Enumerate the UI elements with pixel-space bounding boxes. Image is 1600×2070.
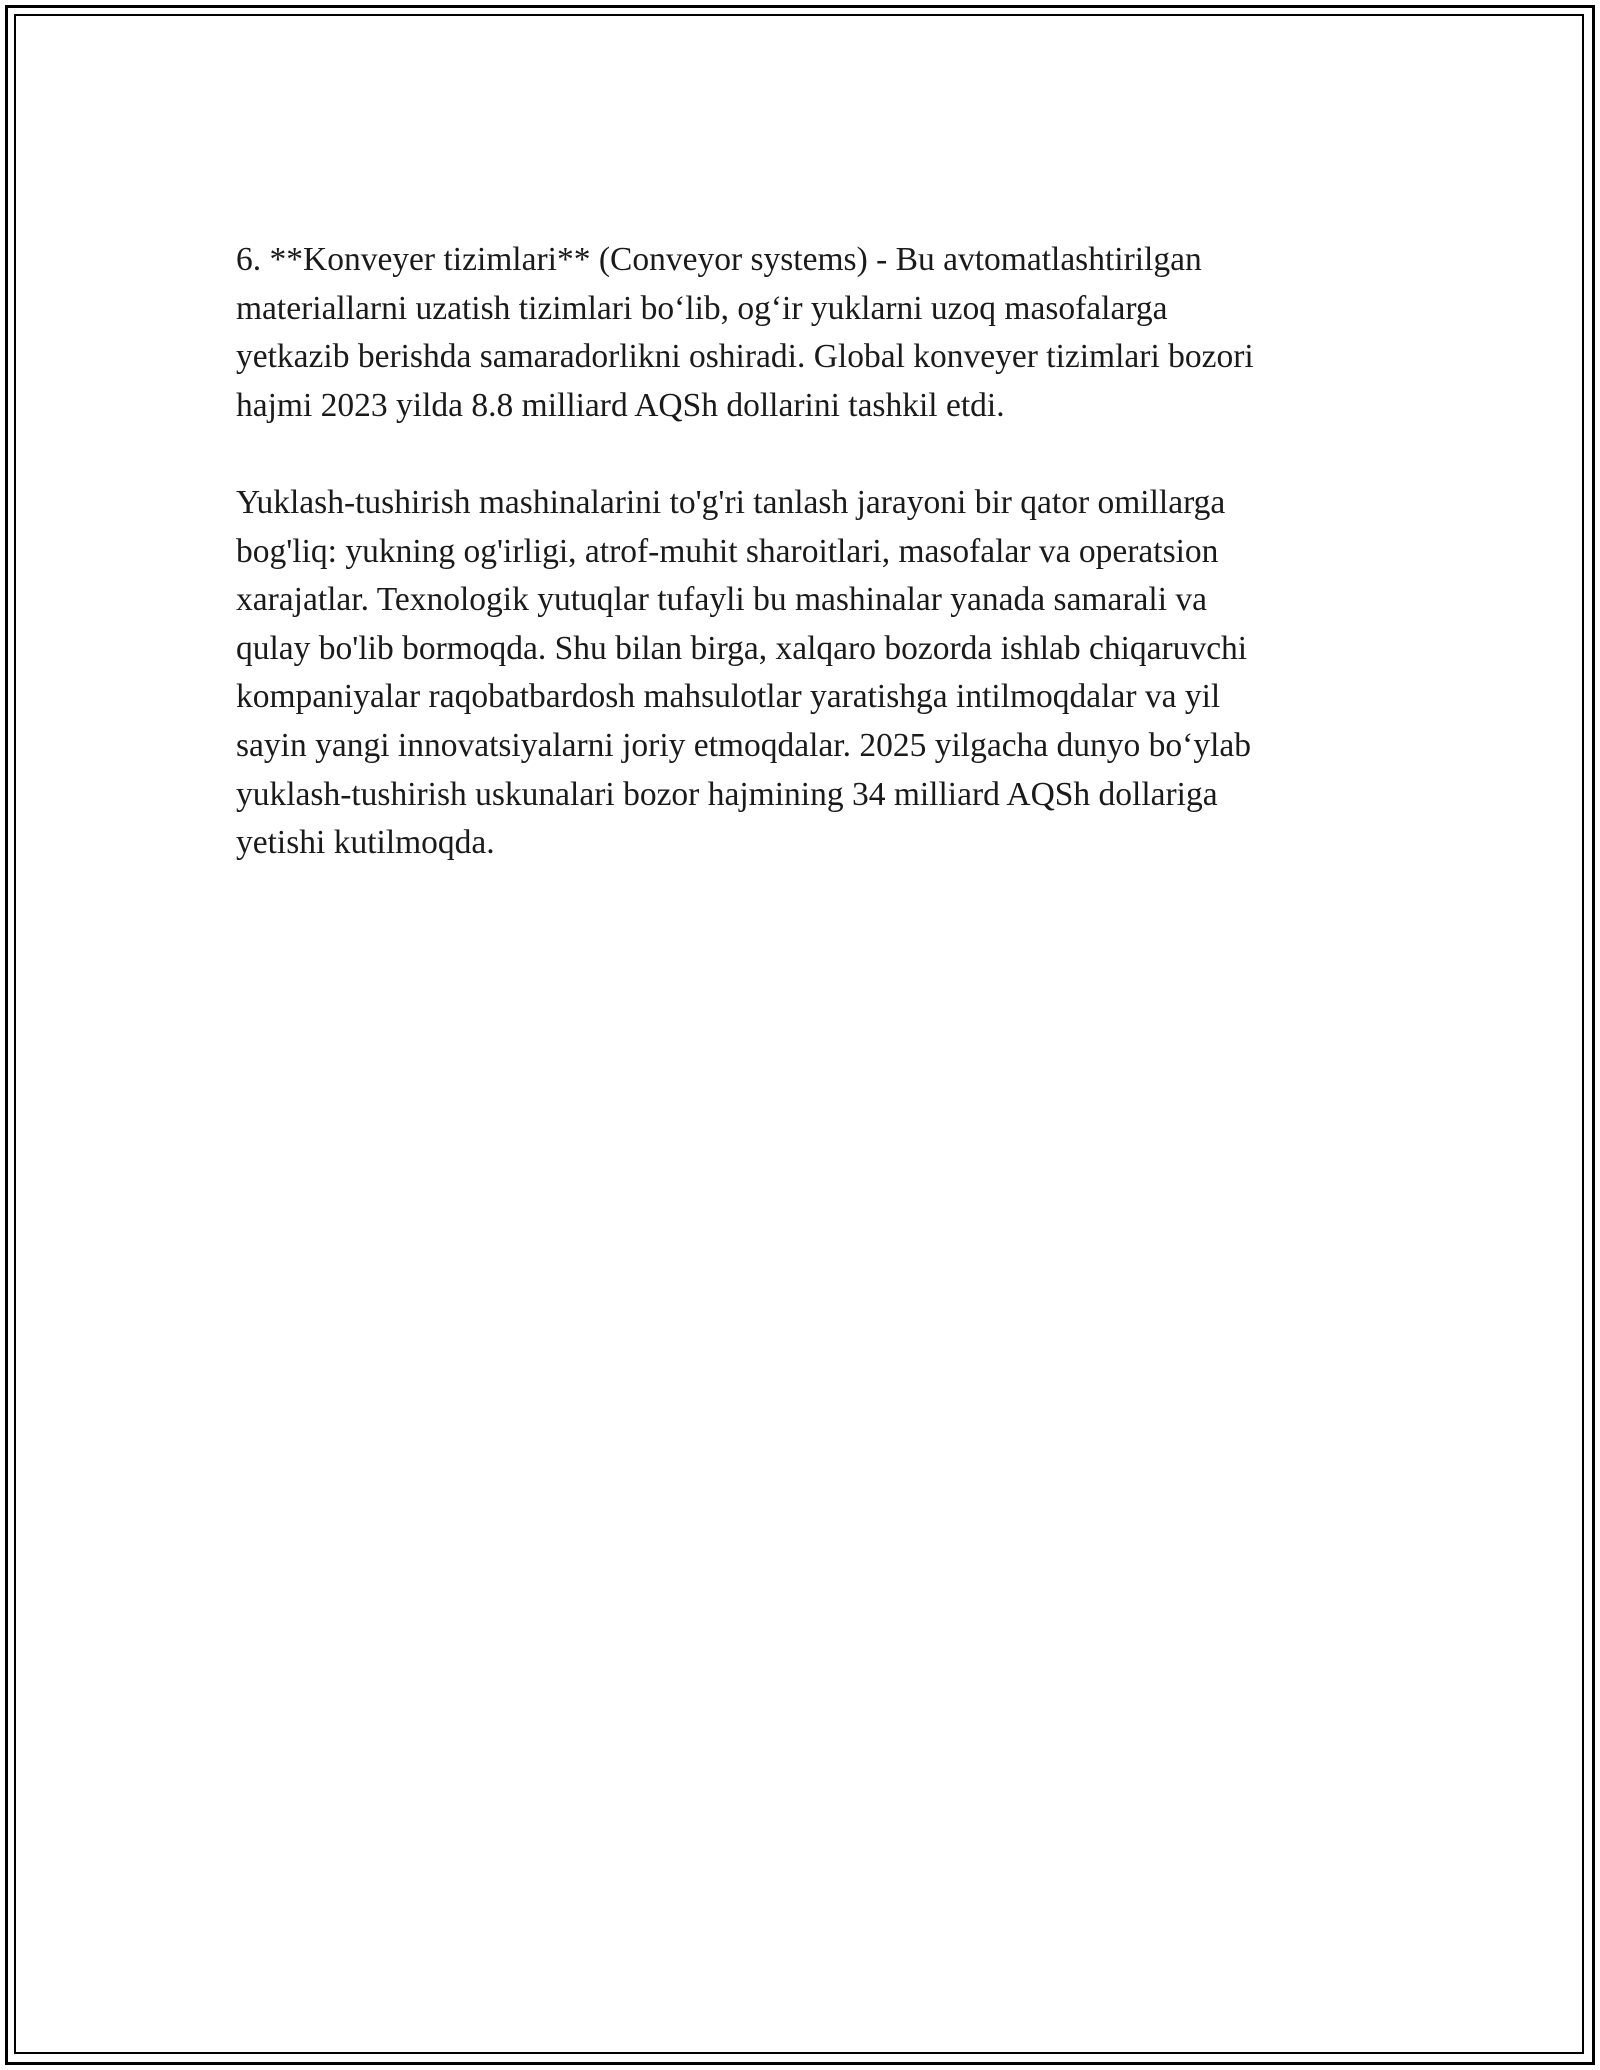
document-body [236,236,1366,916]
paragraph-machine-selection: Yuklash-tushirish mashinalarini to'g'ri tanlash jarayoni bir qator omillarga bog'liq: yukning og'irligi, atrof-muhit sharoitlari, masofalar va operatsion xarajatlar. Texnologik yutuqlar tufayli bu mashinalar yanada samarali va qulay bo'lib bormoqda. Shu bilan birga, xalqaro bozorda ishlab chiqaruvchi kompaniyalar raqobatbardosh mahsulotlar yaratishga intilmoqdalar va yil sayin yangi innovatsiyalarni joriy etmoqdalar. 2025 yilgacha dunyo bo‘ylab yuklash-tushirish uskunalari bozor hajmining 34 milliard AQSh dollariga yetishi kutilmoqda. [236,483,1252,862]
paragraph-conveyor-systems: 6. **Konveyer tizimlari** (Conveyor systems) - Bu avtomatlashtirilgan materiallarni uzatish tizimlari bo‘lib, og‘ir yuklarni uzoq masofalarga yetkazib berishda samaradorlikni oshiradi. Global konveyer tizimlari bozori hajmi 2023 yilda 8.8 milliard AQSh dollarini tashkil etdi. [236,241,1254,424]
